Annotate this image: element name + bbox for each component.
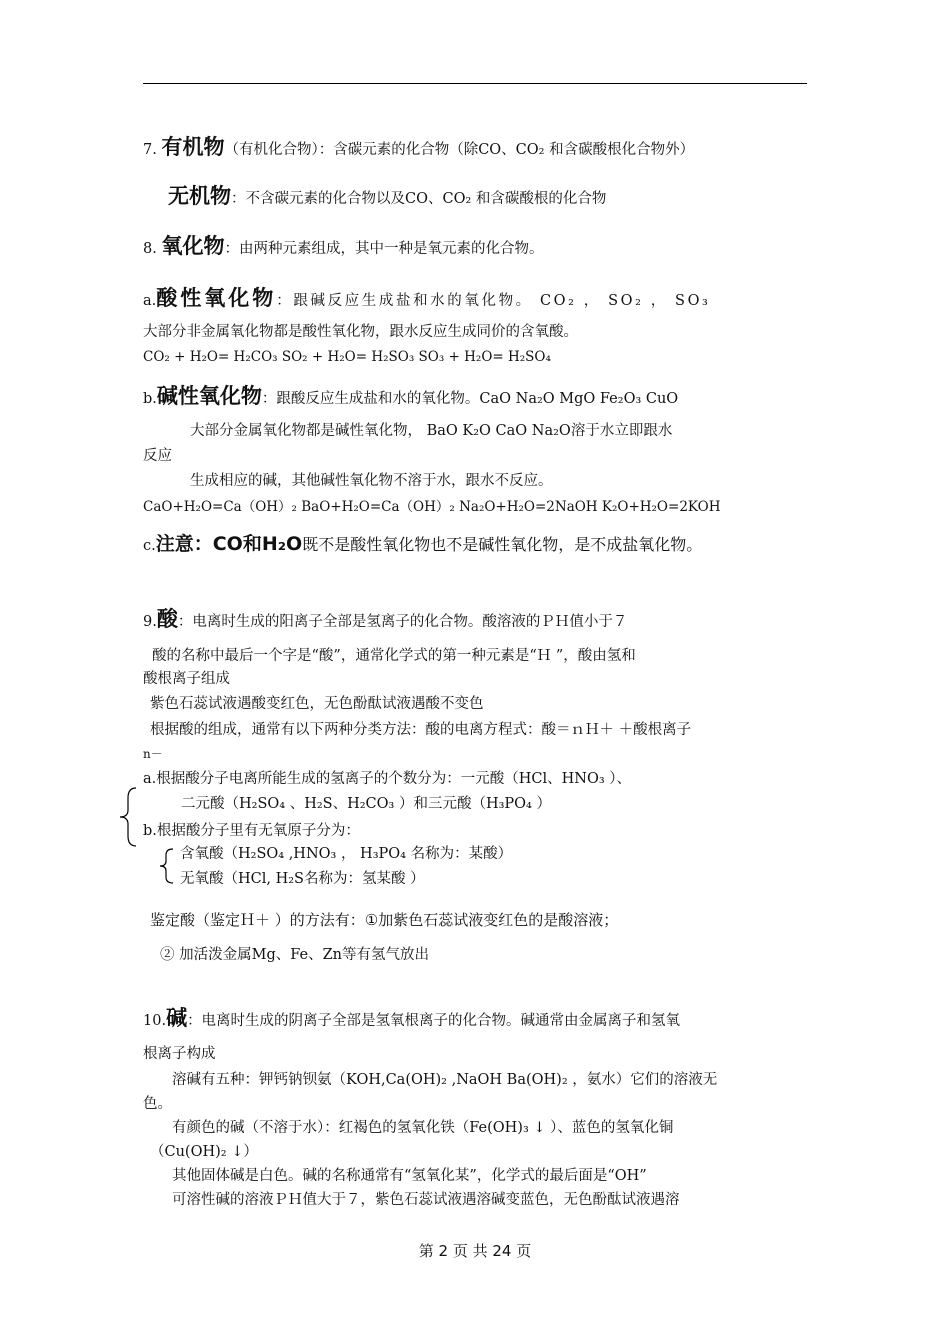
term-acid: 酸: [156, 607, 178, 631]
line-acidic-oxide: a.酸性氧化物：跟碱反应生成盐和水的氧化物。 CO₂ ， SO₂ ， SO₃: [143, 286, 711, 310]
term-acidic-oxide: 酸性氧化物: [156, 286, 277, 310]
line-acid-identification-2: ② 加活泼金属Mg、Fe、Zn等有氢气放出: [160, 947, 429, 963]
definition-organic: （有机化合物）：含碳元素的化合物（除CO、CO₂ 和含碳酸根化合物外）: [224, 142, 695, 158]
definition-note: 既不是酸性氧化物也不是碱性氧化物，是不成盐氧化物。: [302, 535, 703, 554]
definition-oxide: ：由两种元素组成，其中一种是氧元素的化合物。: [224, 241, 544, 257]
term-base: 碱: [166, 1006, 188, 1030]
line-base-cont: 根离子构成: [143, 1046, 216, 1062]
line-basic-oxide-note-2: 生成相应的碱，其他碱性氧化物不溶于水，跟水不反应。: [190, 473, 553, 489]
brace-icon: [157, 846, 175, 886]
line-acid-classification: 根据酸的组成，通常有以下两种分类方法：酸的电离方程式：酸＝ｎＨ＋ ＋酸根离子: [150, 722, 692, 738]
item-number: 8.: [143, 241, 157, 257]
item-number: 9.: [143, 614, 157, 630]
line-base: [143, 1008, 680, 1031]
line-colored-bases-cont: （Cu(OH)₂ ↓）: [150, 1144, 258, 1160]
definition-acidic-oxide: ：跟碱反应生成盐和水的氧化物。 CO₂ ， SO₂ ， SO₃: [276, 293, 711, 309]
definition-inorganic: ：不含碳元素的化合物以及CO、CO₂ 和含碳酸根的化合物: [231, 191, 607, 207]
item-number: 10.: [143, 1013, 167, 1029]
term-oxide: 氧化物: [161, 234, 225, 258]
header-rule: [143, 83, 807, 84]
line-acid-indicator: 紫色石蕊试液遇酸变红色，无色酚酞试液遇酸不变色: [150, 696, 484, 712]
line-oxide: [143, 236, 543, 259]
term-basic-oxide: 碱性氧化物: [156, 384, 262, 408]
line-oxyacid: 含氧酸（H₂SO₄ ,HNO₃ ， H₃PO₄ 名称为：某酸）: [180, 846, 513, 862]
line-acidic-oxide-note: 大部分非金属氧化物都是酸性氧化物，跟水反应生成同价的含氧酸。: [143, 324, 578, 340]
line-basic-oxide-equations: CaO+H₂O=Ca（OH）₂ BaO+H₂O=Ca（OH）₂ Na₂O+H₂O=2NaOH K₂O+H₂O=2KOH: [143, 499, 721, 515]
line-basic-oxide: b.碱性氧化物：跟酸反应生成盐和水的氧化物。CaO Na₂O MgO Fe₂O₃ CuO: [143, 384, 679, 408]
line-soluble-bases-cont: 色。: [143, 1096, 172, 1112]
line-non-oxyacid: 无氧酸（HCl, H₂S名称为：氢某酸 ）: [180, 871, 425, 887]
term-note: 注意：CO和H₂O: [155, 533, 303, 555]
line-note-co-h2o: c.注意：CO和H₂O既不是酸性氧化物也不是碱性氧化物，是不成盐氧化物。: [143, 533, 703, 555]
brace-icon: [116, 786, 138, 848]
line-acid-naming: 酸的名称中最后一个字是“酸”，通常化学式的第一种元素是“Ｈ ”，酸由氢和: [152, 648, 636, 664]
line-acid-class-a-cont: 二元酸（H₂SO₄ 、H₂S、H₂CO₃ ）和三元酸（H₃PO₄ ）: [181, 796, 551, 812]
line-organic: [143, 137, 694, 160]
term-organic: 有机物: [161, 135, 225, 159]
line-inorganic: [168, 186, 606, 209]
line-acid-class-a: a.根据酸分子电离所能生成的氢离子的个数分为：一元酸（HCl、HNO₃ ）、: [143, 771, 632, 787]
page-footer: 第 2 页 共 24 页: [418, 1242, 532, 1260]
definition-acid: ：电离时生成的阳离子全部是氢离子的化合物。酸溶液的ＰＨ值小于７: [177, 614, 628, 630]
line-acid-identification: 鉴定酸（鉴定Ｈ＋ ）的方法有：①加紫色石蕊试液变红色的是酸溶液；: [150, 911, 619, 929]
line-basic-oxide-note: 大部分金属氧化物都是碱性氧化物， BaO K₂O CaO Na₂O溶于水立即跟水: [190, 423, 673, 439]
line-acid-class-b: b.根据酸分子里有无氧原子分为：: [143, 823, 360, 839]
line-base-ph: 可溶性碱的溶液ＰＨ值大于７，紫色石蕊试液遇溶碱变蓝色，无色酚酞试液遇溶: [172, 1192, 680, 1208]
definition-basic-oxide: ：跟酸反应生成盐和水的氧化物。CaO Na₂O MgO Fe₂O₃ CuO: [261, 391, 679, 407]
term-inorganic: 无机物: [168, 184, 231, 208]
line-base-naming: 其他固体碱是白色。碱的名称通常有“氢氧化某”，化学式的最后面是“OH”: [172, 1168, 647, 1184]
line-acid: [143, 609, 627, 632]
line-acid-ion-charge: n－: [143, 747, 163, 761]
line-acidic-oxide-equations: CO₂ + H₂O= H₂CO₃ SO₂ + H₂O= H₂SO₃ SO₃ + H₂O= H₂SO₄: [143, 349, 551, 365]
definition-base: ：电离时生成的阴离子全部是氢氧根离子的化合物。碱通常由金属离子和氢氧: [187, 1013, 681, 1029]
item-number: 7.: [143, 142, 157, 158]
line-acid-naming-cont: 酸根离子组成: [143, 671, 230, 687]
line-basic-oxide-note-cont: 反应: [143, 448, 172, 464]
line-soluble-bases: 溶碱有五种：钾钙钠钡氨（KOH,Ca(OH)₂ ,NaOH Ba(OH)₂ ，氨水）它们的溶液无: [172, 1072, 718, 1088]
line-colored-bases: 有颜色的碱（不溶于水）：红褐色的氢氧化铁（Fe(OH)₃ ↓ ）、蓝色的氢氧化铜: [172, 1120, 674, 1136]
